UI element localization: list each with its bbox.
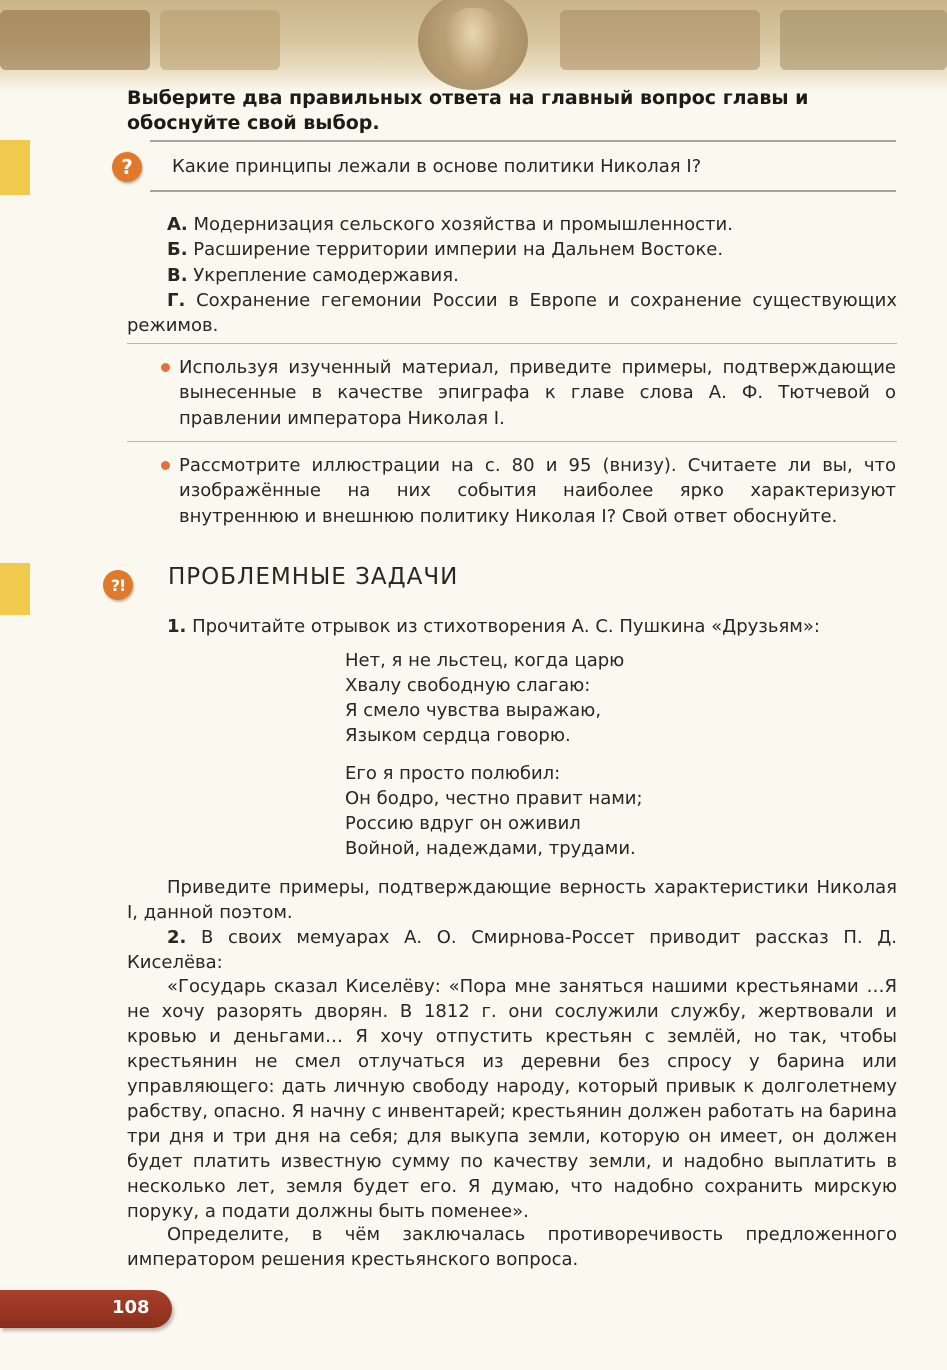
poem-line: Хвалу свободную слагаю: [345, 675, 591, 696]
problem-2-quote: «Государь сказал Киселёву: «Пора мне заняться нашими крестьянами …Я не хочу разорять дворян. В 1812 г. они сослужили службу, жертвовали и кровью и деньгами… Я хочу отпустить крестьян с землёй, но так, чтобы крестьянин не смел отлучаться из деревни без спросу у барина или управляющего: дать личную свободу народу, который привык к долголетнему рабству, опасно. Я начну с инвентарей; крестьянин должен работать на барина три дня и три дня на себя; для выкупа земли, которую он имеет, он должен будет платить известную сумму по качеству земли, и надобно выплатить в несколько лет, земля будет его. Я думаю, что надобно сохранить мирскую поруку, а подати должны быть поменее». [127, 976, 897, 1222]
poem-line: Россию вдруг он оживил [345, 813, 581, 834]
side-tab-marker [0, 563, 30, 615]
task-item: Используя изученный материал, приведите примеры, подтверждающие вынесенные в качестве эпиграфа к главе слова А. Ф. Тютчевой о правлении императора Николая I. [161, 355, 896, 431]
answer-options [127, 212, 897, 338]
header-banner-illustration [0, 0, 947, 92]
poem-line: Я смело чувства выражаю, [345, 700, 602, 721]
banner-portrait-image [443, 8, 503, 80]
option-b: Б. Расширение территории империи на Дальнем Востоке. [167, 239, 724, 261]
problem-1-intro: 1. Прочитайте отрывок из стихотворения А. С. Пушкина «Друзьям»: [167, 616, 820, 637]
poem-line: Войной, надеждами, трудами. [345, 838, 636, 859]
option-d: Г. Сохранение гегемонии России в Европе и сохранение существующих режимов. [127, 289, 897, 337]
poem-stanza-1 [345, 648, 624, 748]
question-icon: ? [112, 152, 142, 182]
banner-scene-image [560, 10, 760, 70]
divider [150, 140, 896, 142]
main-question: Какие принципы лежали в основе политики Николая I? [172, 156, 702, 177]
poem-line: Он бодро, честно правит нами; [345, 788, 643, 809]
section-title: ПРОБЛЕМНЫЕ ЗАДАЧИ [168, 564, 459, 590]
banner-city-image [780, 10, 947, 70]
task-item: Рассмотрите иллюстрации на с. 80 и 95 (внизу). Считаете ли вы, что изображённые на них события наиболее ярко характеризуют внутреннюю и внешнюю политику Николая I? Свой ответ обоснуйте. [161, 453, 896, 529]
divider [127, 343, 897, 344]
divider [127, 441, 897, 442]
bullet-icon [161, 461, 170, 470]
option-c: В. Укрепление самодержавия. [167, 264, 459, 286]
side-tab-marker [0, 140, 30, 195]
poem-line: Языком сердца говорю. [345, 725, 571, 746]
problem-1-task: Приведите примеры, подтверждающие верность характеристики Николая I, данной поэтом. [127, 877, 897, 923]
bullet-icon [161, 363, 170, 372]
banner-landscape-image [160, 10, 280, 70]
problem-2-intro: 2. В своих мемуарах А. О. Смирнова-Россет приводит рассказ П. Д. Киселёва: [127, 927, 897, 973]
page-number: 108 [112, 1297, 150, 1318]
poem-line: Его я просто полюбил: [345, 763, 561, 784]
option-a: А. Модернизация сельского хозяйства и промышленности. [167, 214, 733, 235]
problem-icon: ?! [103, 570, 133, 600]
banner-building-image [0, 10, 150, 70]
poem-line: Нет, я не льстец, когда царю [345, 650, 625, 671]
divider [150, 190, 896, 192]
problem-2-task: Определите, в чём заключалась противоречивость предложенного императором решения крестьянского вопроса. [127, 1224, 897, 1270]
page-heading: Выберите два правильных ответа на главный вопрос главы и обоснуйте свой выбор. [127, 87, 809, 134]
poem-stanza-2 [345, 761, 643, 861]
